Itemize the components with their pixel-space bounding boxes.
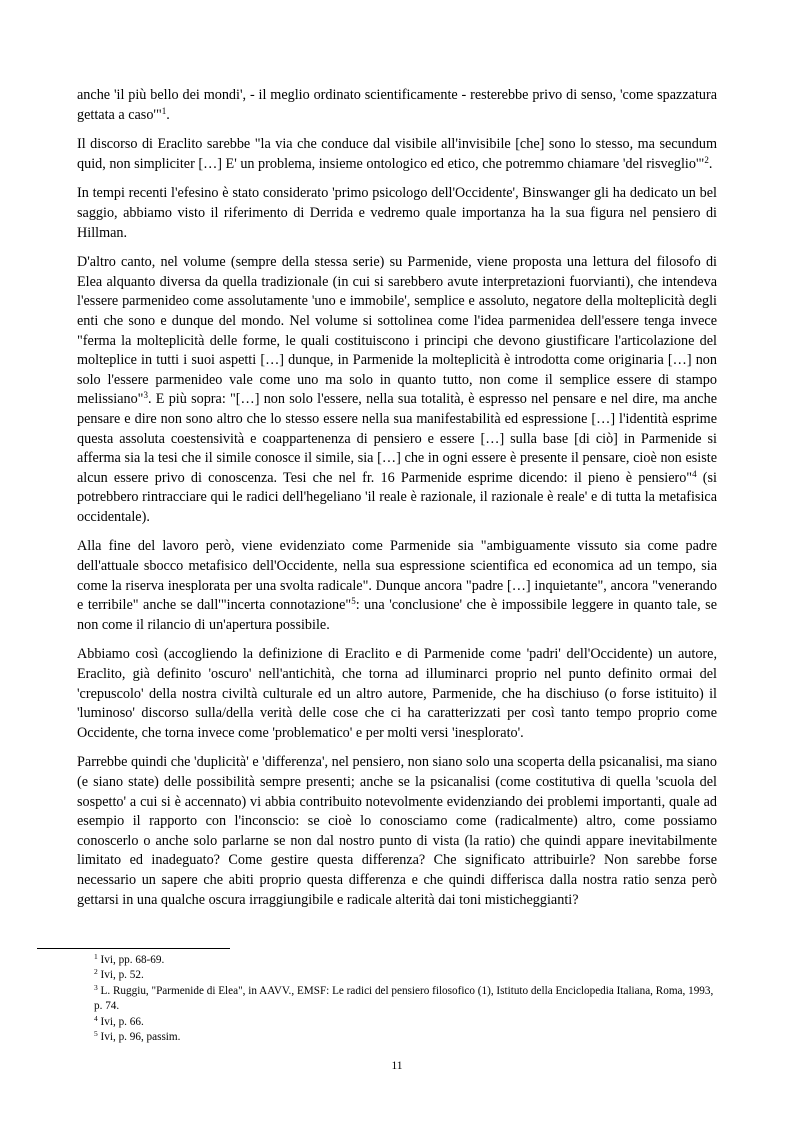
paragraph-text: Alla fine del lavoro però, viene evidenziato come Parmenide sia "ambiguamente vissuto sia come padre dell'attuale sbocco metafisico dell'Occidente, nella sua espressione scientifica ed economica ad un tempo, sia come la riserva inesplorata per una svolta radicale". Dunque ancora "padre […] inquietante", ancora "venerando e terribile" anche se dall'"incerta connotazione": [77, 538, 717, 614]
paragraph-text-tail: .: [166, 106, 170, 123]
footnote-number: 4: [94, 1013, 98, 1023]
paragraph-4: [77, 253, 717, 527]
paragraph-text-tail: : una 'conclusione' che è impossibile leggere in quanto tale, se non come il rilancio di un'apertura possibile.: [77, 597, 717, 633]
footnote-ref[interactable]: 3: [143, 390, 148, 401]
footnote-ref[interactable]: 5: [351, 596, 356, 607]
paragraph-text-middle: . E più sopra: "[…] non solo l'essere, nella sua totalità, è espresso nel pensare e nel dire, ma anche pensare e dire non sono altro che lo stesso essere nella sua manifestabilità ed espressione […] l'identità esprime questa assoluta coestensività e coappartenenza di pensiero e essere […] sulla base [di ciò] in Parmenide si afferma sia la tesi che il simile conosce il simile, sia […] che in ogni essere è presente il pensare, cioè non esiste alcun essere privo di conoscenza. Tesi che nel fr. 16 Parmenide esprime dicendo: il pieno è pensiero": [77, 391, 717, 486]
paragraph-text: Parrebbe quindi che 'duplicità' e 'differenza', nel pensiero, non siano solo una scoperta della psicanalisi, ma siano (e siano state) delle possibilità sempre presenti; anche se la psicanalisi (come costitutiva di quella 'scuola del sospetto' a cui si è accennato) vi abbia contribuito notevolmente evidenziando dei problemi importanti, quale ad esempio il rapporto con l'inconscio: se cioè lo conosciamo come (radicalmente) altro, come possiamo conoscerlo o anche solo parlarne se non dal nostro punto di vista (la ratio) che quindi appare inevitabilmente limitato ed inadeguato? Come gestire questa differenza? Che significato attribuirle? Non sarebbe forse necessario un sapere che abiti proprio questa differenza e che quindi differisca dalla nostra ratio senza però gettarsi in una qualche oscura irraggiungibile e radicale alterità dai toni misticheggianti?: [77, 754, 717, 908]
paragraph-text: anche 'il più bello dei mondi', - il meglio ordinato scientificamente - resterebbe privo di senso, 'come spazzatura gettata a caso'": [77, 87, 717, 123]
footnote-text: Ivi, pp. 68-69.: [100, 954, 165, 966]
paragraph-5: [77, 537, 717, 635]
footnote-4: [94, 1015, 714, 1030]
paragraph-text: In tempi recenti l'efesino è stato considerato 'primo psicologo dell'Occidente', Binswanger gli ha dedicato un bel saggio, abbiamo visto il riferimento di Derrida e vedremo quale importanza ha la sua figura nel pensiero di Hillman.: [77, 185, 717, 241]
footnote-text: L. Ruggiu, "Parmenide di Elea", in AAVV., EMSF: Le radici del pensiero filosofico (1), Istituto della Enciclopedia Italiana, Roma, 1993, p. 74.: [94, 984, 714, 1013]
footnote-3: [94, 984, 714, 1015]
footnote-number: 5: [94, 1029, 98, 1039]
paragraph-text: Abbiamo così (accogliendo la definizione di Eraclito e di Parmenide come 'padri' dell'Occidente) un autore, Eraclito, già definito 'oscuro' nell'antichità, che torna ad illuminarci proprio nel punto definito ormai del 'crepuscolo' della nostra civiltà culturale ed un altro autore, Parmenide, che ha dischiuso (o forse istituito) il 'luminoso' discorso sulla/della verità delle cose che ci ha caratterizzati per così tanto tempo proprio come Occidente, che torna invece come 'problematico' e per molti versi 'inesplorato'.: [77, 646, 717, 741]
footnote-text: Ivi, p. 96, passim.: [100, 1031, 181, 1044]
footnote-ref[interactable]: 2: [704, 154, 709, 165]
footnote-number: 1: [94, 952, 98, 961]
page-number: 11: [391, 1060, 403, 1072]
footnote-separator: [37, 948, 230, 949]
paragraph-6: [77, 645, 717, 743]
footnote-ref[interactable]: 1: [161, 105, 167, 116]
paragraph-text-tail: .: [708, 155, 713, 172]
footnotes: [94, 953, 714, 1045]
paragraph-3: [77, 184, 717, 243]
paragraph-1: [77, 86, 717, 125]
footnote-ref[interactable]: 4: [692, 468, 697, 479]
footnote-text: Ivi, p. 52.: [100, 969, 144, 982]
paragraph-text: Il discorso di Eraclito sarebbe "la via che conduce dal visibile all'invisibile [che] sono lo stesso, ma secundum quid, non simpliciter […] E' un problema, insieme ontologico ed etico, che potremmo chiamare 'del risveglio'": [77, 136, 717, 172]
page-body: [77, 86, 717, 920]
footnote-5: [94, 1030, 714, 1045]
paragraph-text-tail: (si potrebbero rintracciare qui le radici dell'hegeliano 'il reale è razionale, il razionale è reale' e di tutta la metafisica occidentale).: [77, 469, 717, 525]
footnote-text: Ivi, p. 66.: [100, 1015, 144, 1028]
footnote-2: [94, 968, 714, 983]
paragraph-7: [77, 753, 717, 910]
paragraph-2: [77, 135, 717, 174]
footnote-1: [94, 953, 714, 968]
footnote-number: 3: [94, 982, 98, 992]
footnote-number: 2: [94, 967, 98, 977]
paragraph-text: D'altro canto, nel volume (sempre della stessa serie) su Parmenide, viene proposta una lettura del filosofo di Elea alquanto diversa da quella tradizionale (in cui si sarebbero avute interpretazioni fuorvianti), che intendeva l'essere parmenideo come assolutamente 'uno e immobile', semplice e assoluto, negatore della molteplicità degli enti che sono e dunque del mondo. Nel volume si sottolinea come l'idea parmenidea dell'essere tenga invece "ferma la molteplicità delle forme, le quali costituiscono i principi che devono giustificare l'articolazione del molteplice in tutti i suoi aspetti […] dunque, in Parmenide la molteplicità è introdotta come originaria […] non solo l'essere parmenideo vale come uno ma solo in quanto tutto, non come il semplice essere di stampo melissiano": [77, 254, 717, 408]
